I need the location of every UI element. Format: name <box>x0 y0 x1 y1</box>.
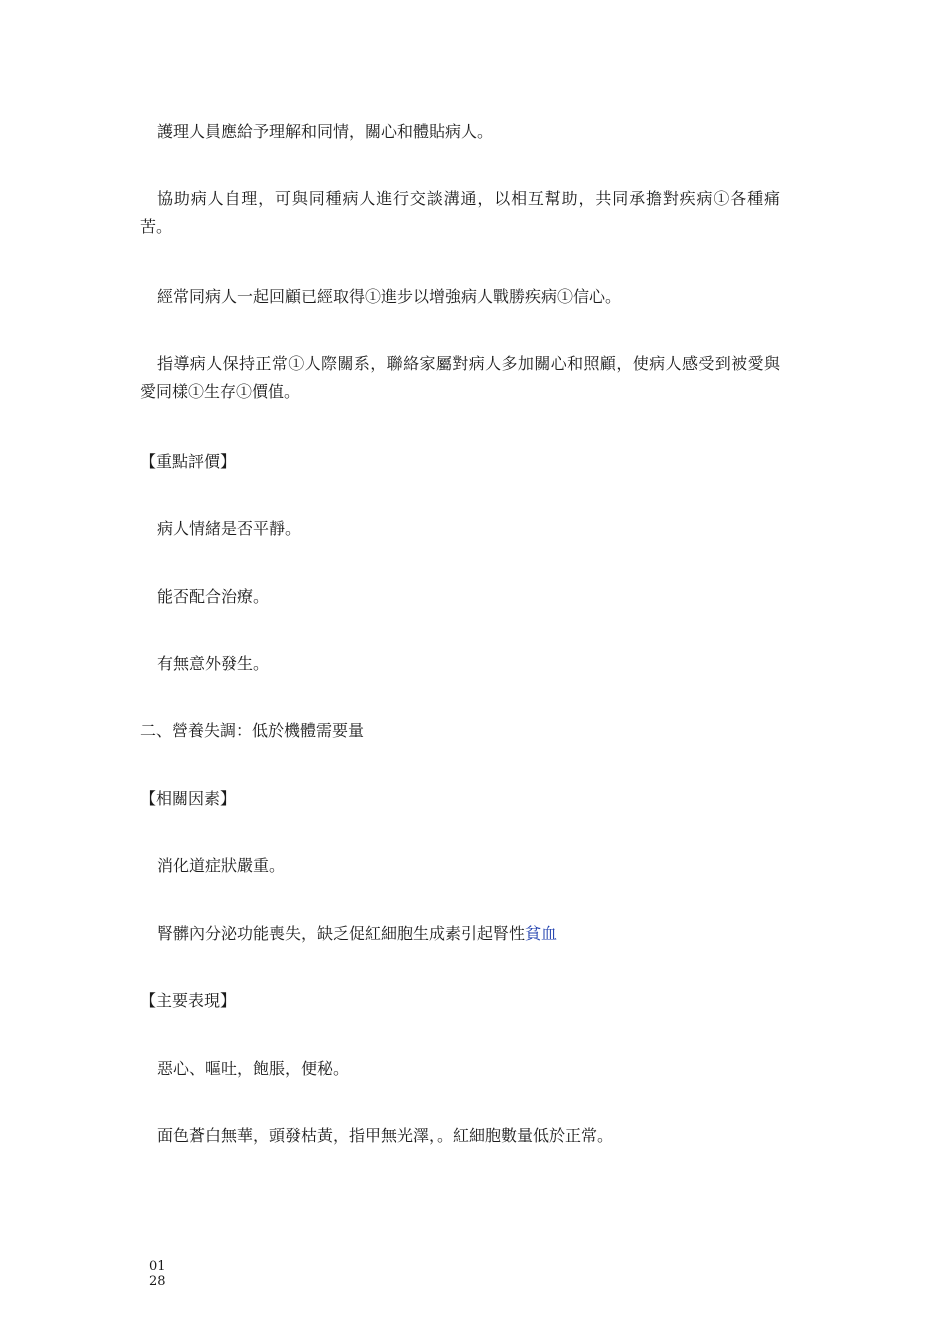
section-heading-nutrition: 二、營養失調：低於機體需要量 <box>140 721 365 740</box>
paragraph-guide-relations: 指導病人保持正常①人際關系，聯絡家屬對病人多加關心和照顧，使病人感受到被愛與愛同樣①生存①價值。 <box>140 354 780 401</box>
page-footer <box>149 1259 166 1289</box>
paragraph-care-understanding: 護理人員應給予理解和同情，關心和體貼病人。 <box>157 122 494 141</box>
paragraph-self-care-assist: 協助病人自理，可與同種病人進行交談溝通，以相互幫助，共同承擔對疾病①各種痛苦。 <box>140 189 780 236</box>
paragraph-review-progress: 經常同病人一起回顧已經取得①進步以增強病人戰勝疾病①信心。 <box>157 287 622 306</box>
section-heading-related-factors: 【相關因素】 <box>140 789 237 808</box>
section-heading-main-manifestations: 【主要表現】 <box>140 991 237 1010</box>
paragraph-mood-calm: 病人情緒是否平靜。 <box>157 519 302 538</box>
paragraph-renal-anemia-text: 腎髒內分泌功能喪失，缺乏促紅細胞生成素引起腎性 <box>157 924 526 943</box>
paragraph-digestive-symptoms: 消化道症狀嚴重。 <box>157 856 286 875</box>
paragraph-nausea: 惡心、嘔吐，飽脹，便秘。 <box>157 1059 350 1078</box>
paragraph-treatment-cooperation: 能否配合治療。 <box>157 587 270 606</box>
section-heading-key-evaluation: 【重點評價】 <box>140 452 237 471</box>
anemia-link[interactable]: 貧血 <box>525 924 558 943</box>
paragraph-renal-anemia <box>157 920 557 948</box>
footer-line-2: 28 <box>149 1274 166 1289</box>
paragraph-pale-complexion: 面色蒼白無華，頭發枯黃，指甲無光澤，。紅細胞數量低於正常。 <box>157 1126 614 1145</box>
footer-line-1: 01 <box>149 1259 166 1274</box>
paragraph-accidents: 有無意外發生。 <box>157 654 270 673</box>
